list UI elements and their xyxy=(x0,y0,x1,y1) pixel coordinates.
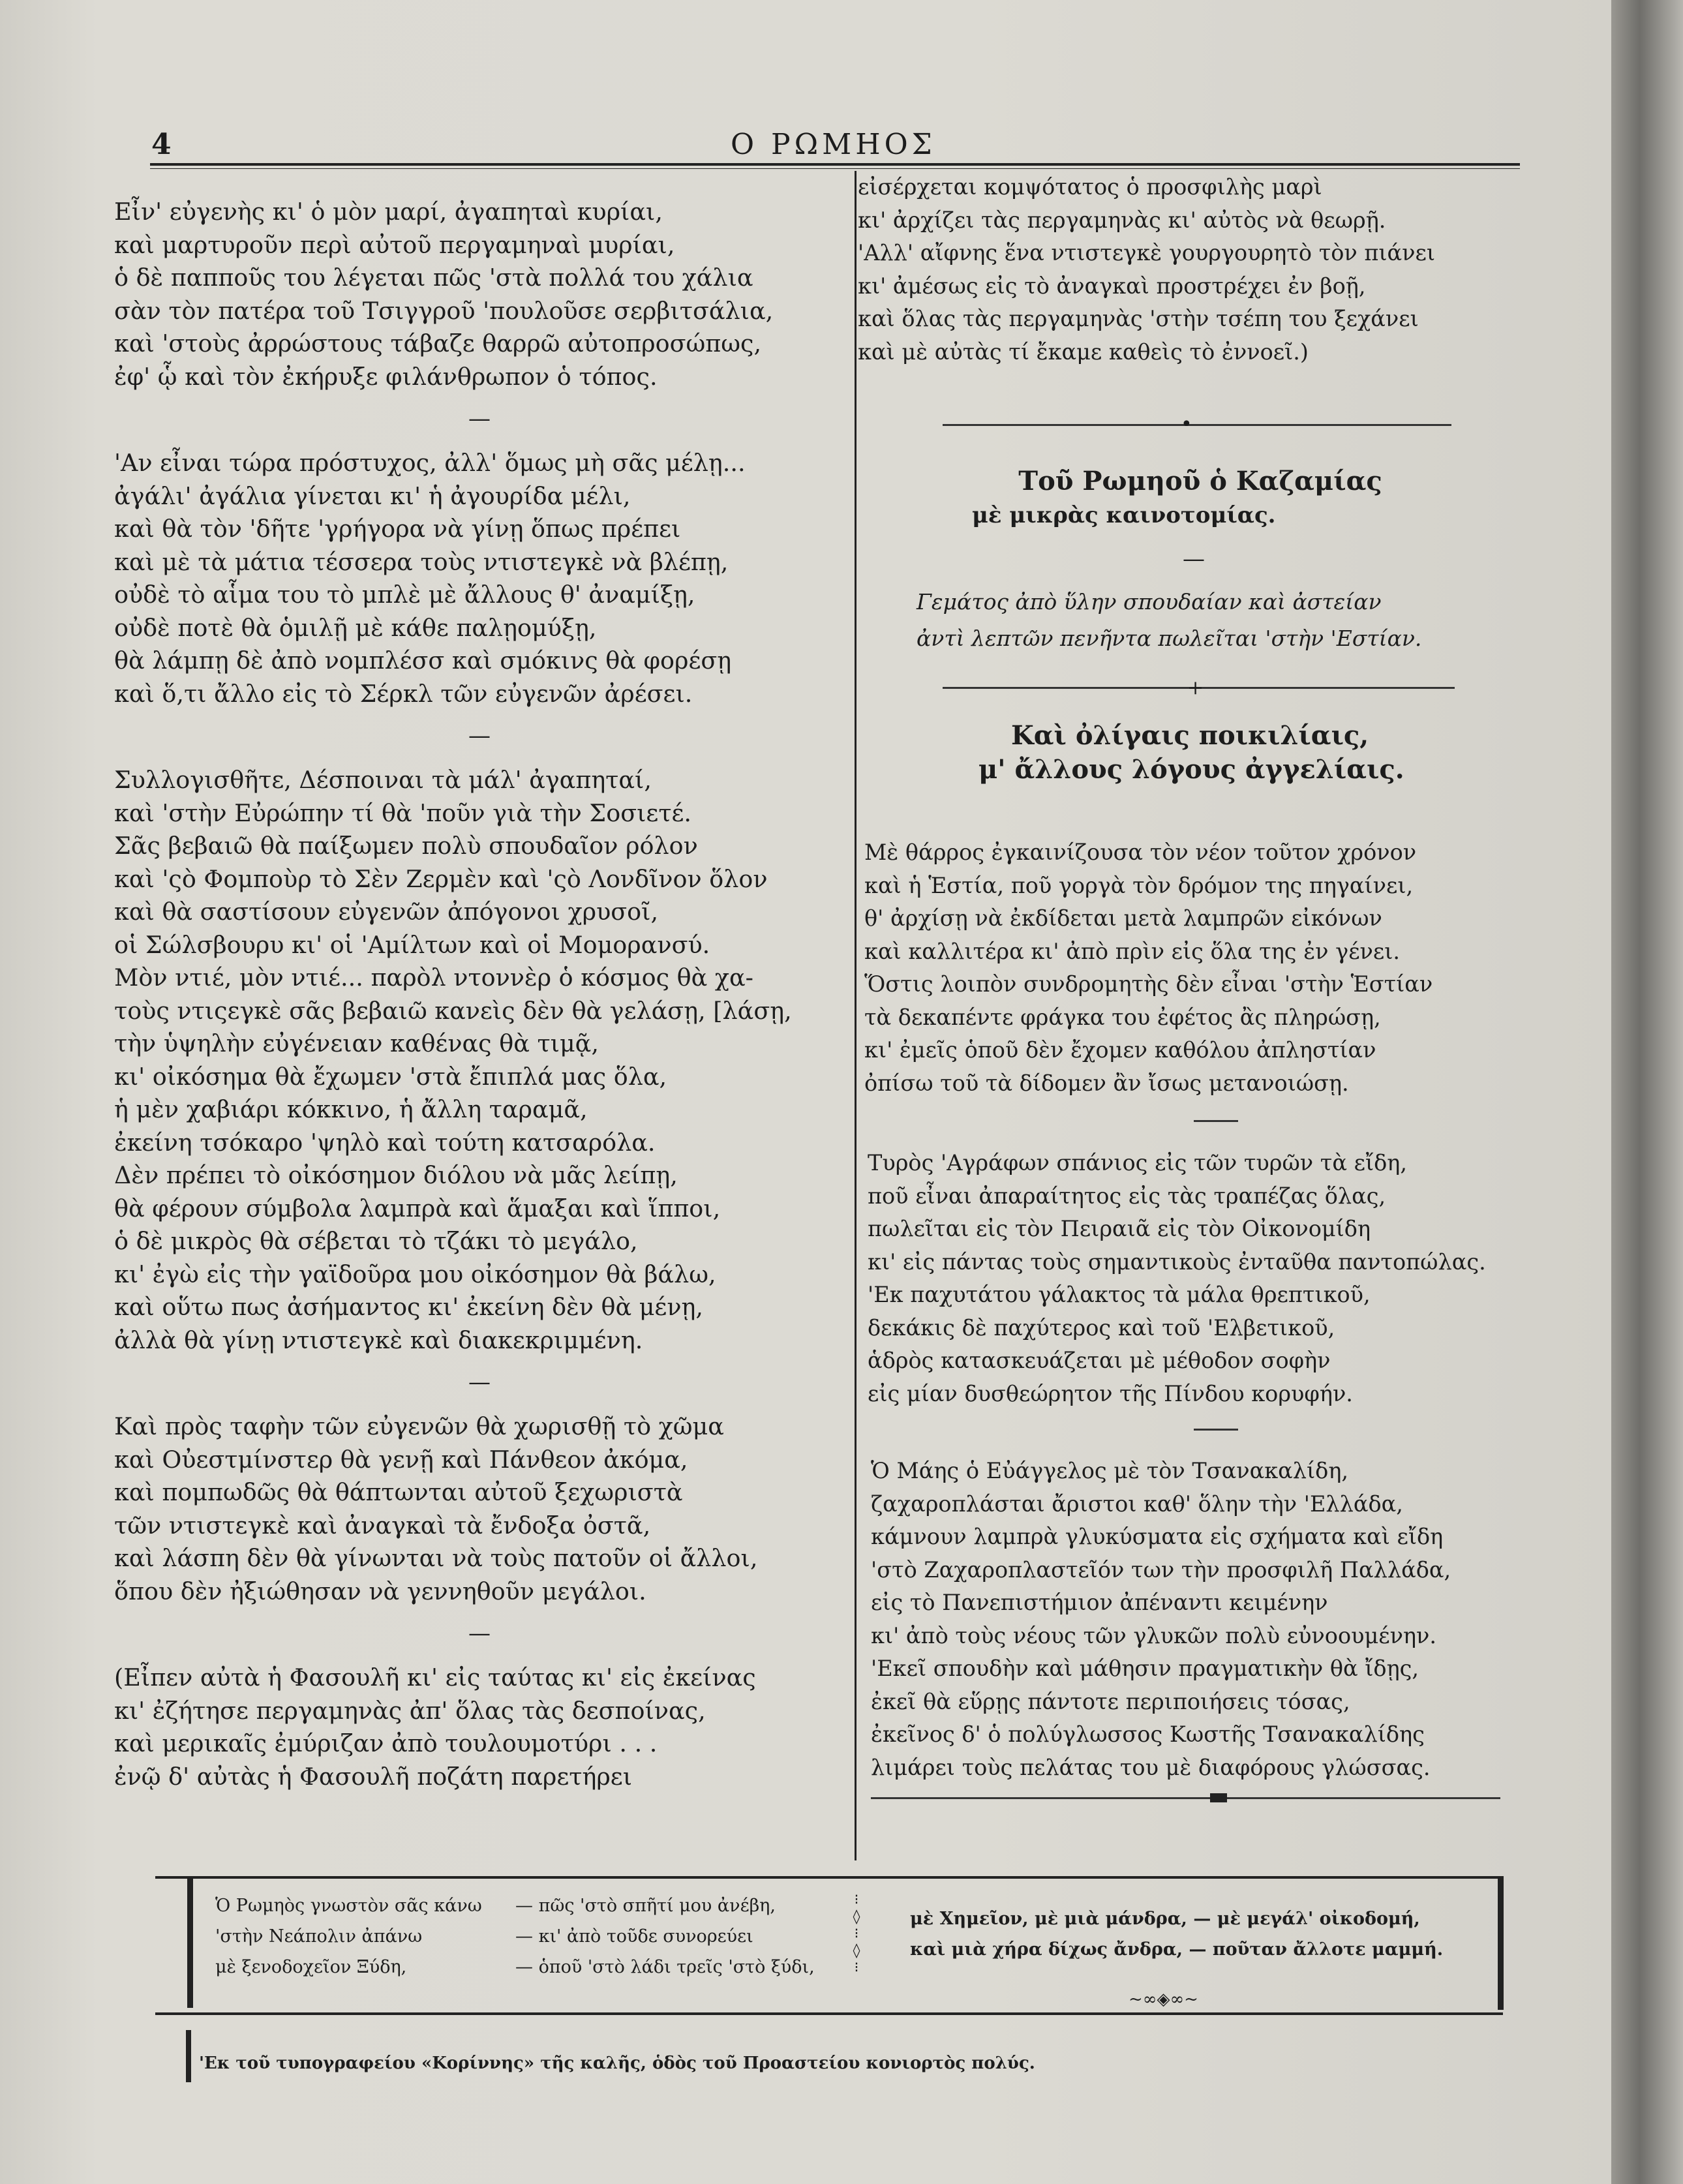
header-rule-thin xyxy=(150,168,1520,169)
verse-line: (Εἶπεν αὐτὰ ἡ Φασουλῆ κι' εἰς ταύτας κι' εἰς ἐκείνας xyxy=(114,1663,756,1691)
bottom-ad-left xyxy=(215,1890,815,1982)
ad-line: 'Εκ παχυτάτου γάλακτος τὰ μάλα θρεπτικοῦ, xyxy=(868,1282,1371,1307)
verse-line: κι' ἐζήτησε περγαμηνὰς ἀπ' ὅλας τὰς δεσποίνας, xyxy=(114,1696,706,1725)
bottom-ad-text: μὲ ξενοδοχεῖον Ξύδη, xyxy=(215,1957,407,1977)
separator-block-icon xyxy=(1210,1793,1227,1802)
verse-line: καὶ θὰ σαστίσουν εὐγενῶν ἀπόγονοι χρυσοῖ, xyxy=(114,898,659,926)
ad-line: κι' ἀπὸ τοὺς νέους τῶν γλυκῶν πολὺ εὐνοουμένην. xyxy=(871,1622,1437,1648)
verse-line: θὰ λάμπῃ δὲ ἀπὸ νομπλέσσ καὶ σμόκινς θὰ φορέσῃ xyxy=(114,646,732,675)
verse-line: εἰσέρχεται κομψότατος ὁ προσφιλὴς μαρὶ xyxy=(858,174,1322,200)
flourish-ornament-icon: ~∞◈∞~ xyxy=(1129,1990,1198,2009)
bottom-ad-row xyxy=(215,1952,815,1982)
ad-line: Ὅστις λοιπὸν συνδρομητὴς δὲν εἶναι 'στὴν Ἑστίαν xyxy=(864,971,1433,997)
bottom-ad-text: — ὁποῦ 'στὸ λάδι τρεῖς 'στὸ ξύδι, xyxy=(515,1957,815,1977)
section-separator xyxy=(871,1797,1500,1799)
verse-line: τοὺς ντιςεγκὲ σᾶς βεβαιῶ κανεὶς δὲν θὰ γελάσῃ, [λάσῃ, xyxy=(114,996,792,1025)
stanza xyxy=(114,447,845,710)
verse-line: καὶ 'ςὸ Φομποὺρ τὸ Σὲν Ζερμὲν καὶ 'ςὸ Λονδῖνον ὅλον xyxy=(114,864,768,893)
verse-line: ἐκείνη τσόκαρο 'ψηλὸ καὶ τούτη κατσαρόλα. xyxy=(114,1128,656,1157)
verse-line: κι' ἀρχίζει τὰς περγαμηνὰς κι' αὐτὸς νὰ θεωρῇ. xyxy=(858,207,1386,233)
verse-line: 'Αλλ' αἴφνης ἕνα ντιστεγκὲ γουργουρητὸ τὸν πιάνει xyxy=(858,240,1436,265)
verse-line: καὶ μὲ τὰ μάτια τέσσερα τοὺς ντιστεγκὲ νὰ βλέπῃ, xyxy=(114,547,729,576)
verse-line: Δὲν πρέπει τὸ οἰκόσημον διόλου νὰ μᾶς λείπῃ, xyxy=(114,1161,678,1189)
ad-separator xyxy=(1194,1429,1238,1431)
ad-separator xyxy=(1194,1120,1238,1122)
cheese-advertisement xyxy=(868,1147,1507,1410)
left-column xyxy=(114,196,845,1793)
ad-line: κάμνουν λαμπρὰ γλυκύσματα εἰς σχήματα καὶ εἴδη xyxy=(871,1524,1444,1549)
verse-line: καὶ 'στὴν Εὐρώπην τί θὰ 'ποῦν γιὰ τὴν Σοσιετέ. xyxy=(114,798,692,827)
verse-line: Σᾶς βεβαιῶ θὰ παίξωμεν πολὺ σπουδαῖον ρόλον xyxy=(114,832,698,860)
stanza xyxy=(114,764,845,1357)
ad-line: καὶ καλλιτέρα κι' ἀπὸ πρὶν εἰς ὅλα της ἐν γένει. xyxy=(864,938,1401,964)
ads-title-line: μ' ἄλλους λόγους ἀγγελίαις. xyxy=(978,754,1404,785)
ads-title xyxy=(946,719,1468,787)
bottom-ad-line: καὶ μιὰ χήρα δίχως ἄνδρα, — ποῦταν ἄλλοτε μαμμή. xyxy=(910,1939,1444,1960)
bottom-ad-text: 'στὴν Νεάπολιν ἀπάνω xyxy=(215,1926,423,1947)
verse-line: ἐνῷ δ' αὐτὰς ἡ Φασουλῆ ποζάτη παρετήρει xyxy=(114,1762,632,1791)
kazamias-title-line: Τοῦ Ρωμηοῦ ὁ Καζαμίας xyxy=(1018,466,1382,496)
ornament-divider-icon: ⁝ ◊ ⁝ ◊ ⁝ xyxy=(853,1892,860,1976)
section-dash: — xyxy=(1183,546,1205,572)
verse-line: οὐδὲ τὸ αἷμα του τὸ μπλὲ μὲ ἄλλους θ' ἀναμίξῃ, xyxy=(114,581,695,609)
stanza xyxy=(114,1661,845,1793)
ad-line: Τυρὸς 'Αγράφων σπάνιος εἰς τῶν τυρῶν τὰ εἴδη, xyxy=(868,1150,1407,1175)
bottom-ad-row xyxy=(215,1890,815,1921)
estia-advertisement xyxy=(864,836,1504,1100)
section-separator xyxy=(943,424,1451,426)
ad-line: ἐκεῖ θὰ εὕρῃς πάντοτε περιποιήσεις τόσας, xyxy=(871,1688,1350,1714)
verse-line: ἡ μὲν χαβιάρι κόκκινο, ἡ ἄλλη ταραμᾶ, xyxy=(114,1095,588,1123)
ad-box-right-bar xyxy=(1498,1876,1504,2010)
verse-line: τὴν ὑψηλὴν εὐγένειαν καθένας θὰ τιμᾷ, xyxy=(114,1029,599,1057)
ad-line: Γεμάτος ἀπὸ ὕλην σπουδαίαν καὶ ἀστείαν xyxy=(917,589,1382,614)
ad-line: 'Εκεῖ σπουδὴν καὶ μάθησιν πραγματικὴν θὰ ἴδῃς, xyxy=(871,1656,1419,1681)
page-number: 4 xyxy=(151,128,172,161)
column-divider xyxy=(855,171,857,1860)
verse-line: Εἶν' εὐγενὴς κι' ὁ μὸν μαρί, ἀγαπηταὶ κυρίαι, xyxy=(114,198,663,226)
confectioner-advertisement xyxy=(871,1455,1510,1784)
verse-line: καὶ οὕτω πως ἀσήμαντος κι' ἐκείνη δὲν θὰ μένῃ, xyxy=(114,1293,704,1321)
ad-line: λιμάρει τοὺς πελάτας του μὲ διαφόρους γλώσσας. xyxy=(871,1754,1431,1780)
ad-line: ὀπίσω τοῦ τὰ δίδομεν ἂν ἴσως μετανοιώσῃ. xyxy=(864,1070,1349,1096)
verse-line: ὁ δὲ παπποῦς του λέγεται πῶς 'στὰ πολλά του χάλια xyxy=(114,264,753,292)
verse-line: κι' ἀμέσως εἰς τὸ ἀναγκαὶ προστρέχει ἐν βοῇ, xyxy=(858,273,1366,299)
ad-line: Ὁ Μάης ὁ Εὐάγγελος μὲ τὸν Τσανακαλίδη, xyxy=(871,1458,1349,1483)
stanza xyxy=(114,1410,845,1608)
verse-line: θὰ φέρουν σύμβολα λαμπρὰ καὶ ἅμαξαι καὶ ἵπποι, xyxy=(114,1194,721,1222)
verse-line: τῶν ντιστεγκὲ καὶ ἀναγκαὶ τὰ ἔνδοξα ὀστᾶ, xyxy=(114,1511,651,1539)
verse-line: καὶ 'στοὺς ἀρρώστους τάβαζε θαρρῶ αὐτοπροσώπως, xyxy=(114,329,762,357)
verse-line: καὶ μερικαῖς ἐμύριζαν ἀπὸ τουλουμοτύρι . . . xyxy=(114,1729,658,1757)
bottom-ad-text: Ὁ Ρωμηὸς γνωστὸν σᾶς κάνω xyxy=(215,1896,482,1916)
kazamias-title-line: μὲ μικρὰς καινοτομίας. xyxy=(972,502,1276,528)
stanza-dash: — xyxy=(468,1620,491,1646)
verse-line: ἀλλὰ θὰ γίνῃ ντιστεγκὲ καὶ διακεκριμμένη. xyxy=(114,1326,643,1354)
bottom-ad-text: — πῶς 'στὸ σπῆτί μου ἀνέβη, xyxy=(515,1896,776,1916)
bottom-ad-right xyxy=(910,1903,1443,1965)
bottom-ad-text: — κι' ἀπὸ τοῦδε συνορεύει xyxy=(515,1926,753,1947)
verse-line: Συλλογισθῆτε, Δέσποιναι τὰ μάλ' ἀγαπηταί, xyxy=(114,766,652,794)
ad-line: Μὲ θάρρος ἐγκαινίζουσα τὸν νέον τοῦτον χρόνον xyxy=(864,840,1417,865)
stanza xyxy=(114,196,845,393)
ad-line: ζαχαροπλάσται ἄριστοι καθ' ὅλην τὴν 'Ελλάδα, xyxy=(871,1491,1403,1517)
verse-line: οὐδὲ ποτὲ θὰ ὁμιλῇ μὲ κάθε παλῃομύξῃ, xyxy=(114,613,597,642)
ad-line: εἰς τὸ Πανεπιστήμιον ἀπέναντι κειμένην xyxy=(871,1590,1328,1615)
footer-bar xyxy=(186,2030,191,2082)
binding-spine xyxy=(1611,0,1683,2184)
verse-line: Καὶ πρὸς ταφὴν τῶν εὐγενῶν θὰ χωρισθῇ τὸ χῶμα xyxy=(114,1412,724,1440)
verse-line: καὶ μὲ αὐτὰς τί ἔκαμε καθεὶς τὸ ἐννοεῖ.) xyxy=(858,339,1309,365)
ad-line: 'στὸ Ζαχαροπλαστεῖόν των τὴν προσφιλῆ Παλλάδα, xyxy=(871,1556,1451,1583)
kazamias-text xyxy=(917,584,1523,657)
verse-line: καὶ λάσπη δὲν θὰ γίνωνται νὰ τοὺς πατοῦν οἱ ἄλλοι, xyxy=(114,1544,758,1572)
separator-dot-icon: • xyxy=(1181,413,1192,436)
ad-line: ποῦ εἶναι ἀπαραίτητος εἰς τὰς τραπέζας ὅλας, xyxy=(868,1183,1386,1209)
separator-cross-icon: + xyxy=(1187,676,1204,699)
verse-line: οἱ Σώλσβουρυ κι' οἱ 'Αμίλτων καὶ οἱ Μομορανσύ. xyxy=(114,930,710,959)
verse-line: καὶ θὰ τὸν 'δῆτε 'γρήγορα νὰ γίνῃ ὅπως πρέπει xyxy=(114,515,681,543)
ad-box-left-bar xyxy=(187,1877,193,2008)
stanza-dash: — xyxy=(468,1369,491,1395)
ad-line: πωλεῖται εἰς τὸν Πειραιᾶ εἰς τὸν Οἰκονομίδη xyxy=(868,1216,1371,1241)
verse-line: καὶ ὅ,τι ἄλλο εἰς τὸ Σέρκλ τῶν εὐγενῶν ἀρέσει. xyxy=(114,679,693,708)
ad-line: δεκάκις δὲ παχύτερος καὶ τοῦ 'Ελβετικοῦ, xyxy=(868,1314,1335,1341)
verse-line: 'Αν εἶναι τώρα πρόστυχος, ἀλλ' ὅμως μὴ σᾶς μέλῃ... xyxy=(114,449,746,477)
kazamias-title xyxy=(939,464,1461,532)
verse-line: ὁ δὲ μικρὸς θὰ σέβεται τὸ τζάκι τὸ μεγάλο, xyxy=(114,1227,638,1255)
verse-line: καὶ μαρτυροῦν περὶ αὐτοῦ περγαμηναὶ μυρίαι, xyxy=(114,230,675,259)
ad-line: κι' ἐμεῖς ὁποῦ δὲν ἔχομεν καθόλου ἀπληστίαν xyxy=(864,1037,1376,1063)
stanza-dash: — xyxy=(468,406,491,432)
verse-line: ἀγάλι' ἀγάλια γίνεται κι' ἡ ἀγουρίδα μέλι, xyxy=(114,481,631,510)
right-column-continuation xyxy=(858,171,1510,369)
ad-line: εἰς μίαν δυσθεώρητον τῆς Πίνδου κορυφήν. xyxy=(868,1380,1353,1406)
masthead: Ο ΡΩΜΗΟΣ xyxy=(731,128,936,161)
verse-line: κι' οἰκόσημα θὰ ἔχωμεν 'στὰ ἔπιπλά μας ὅλα, xyxy=(114,1062,667,1091)
stanza-dash: — xyxy=(468,723,491,749)
verse-line: ὅπου δὲν ἠξιώθησαν νὰ γεννηθοῦν μεγάλοι. xyxy=(114,1577,646,1605)
verse-line: ἐφ' ᾧ καὶ τὸν ἐκήρυξε φιλάνθρωπον ὁ τόπος. xyxy=(114,362,658,391)
verse-line: Μὸν ντιέ, μὸν ντιέ... παρὸλ ντοννὲρ ὁ κόσμος θὰ χα- xyxy=(114,963,753,992)
ad-line: καὶ ἡ Ἑστία, ποῦ γοργὰ τὸν δρόμον της πηγαίνει, xyxy=(864,872,1414,898)
ad-line: ἐκεῖνος δ' ὁ πολύγλωσσος Κωστῆς Τσανακαλίδης xyxy=(871,1721,1425,1747)
verse-line: σὰν τὸν πατέρα τοῦ Τσιγγροῦ 'πουλοῦσε σερβιτσάλια, xyxy=(114,296,774,325)
ad-line: ἁδρὸς κατασκευάζεται μὲ μέθοδον σοφὴν xyxy=(868,1348,1331,1373)
header-rule xyxy=(150,163,1520,166)
bottom-ad-line: μὲ Χημεῖον, μὲ μιὰ μάνδρα, — μὲ μεγάλ' οἰκοδομή, xyxy=(910,1909,1420,1929)
ad-line: κι' εἰς πάντας τοὺς σημαντικοὺς ἐνταῦθα παντοπώλας. xyxy=(868,1249,1486,1275)
verse-line: καὶ Οὐεστμίνστερ θὰ γενῇ καὶ Πάνθεον ἀκόμα, xyxy=(114,1445,688,1474)
ad-line: ἀντὶ λεπτῶν πενῆντα πωλεῖται 'στὴν 'Εστίαν. xyxy=(917,626,1422,651)
printer-imprint: 'Εκ τοῦ τυπογραφείου «Κορίννης» τῆς καλῆς, ὁδὸς τοῦ Προαστείου κονιορτὸς πολύς. xyxy=(199,2054,1035,2073)
ads-title-line: Καὶ ὀλίγαις ποικιλίαις, xyxy=(1011,720,1369,751)
ad-line: θ' ἀρχίσῃ νὰ ἐκδίδεται μετὰ λαμπρῶν εἰκόνων xyxy=(864,905,1382,931)
verse-line: καὶ ὅλας τὰς περγαμηνὰς 'στὴν τσέπη του ξεχάνει xyxy=(858,306,1419,331)
ad-line: τὰ δεκαπέντε φράγκα του ἐφέτος ἂς πληρώσῃ, xyxy=(864,1004,1381,1030)
bottom-ad-row xyxy=(215,1921,815,1952)
verse-line: καὶ πομπωδῶς θὰ θάπτωνται αὐτοῦ ξεχωριστὰ xyxy=(114,1478,683,1506)
verse-line: κι' ἐγὼ εἰς τὴν γαϊδοῦρα μου οἰκόσημον θὰ βάλω, xyxy=(114,1260,716,1288)
